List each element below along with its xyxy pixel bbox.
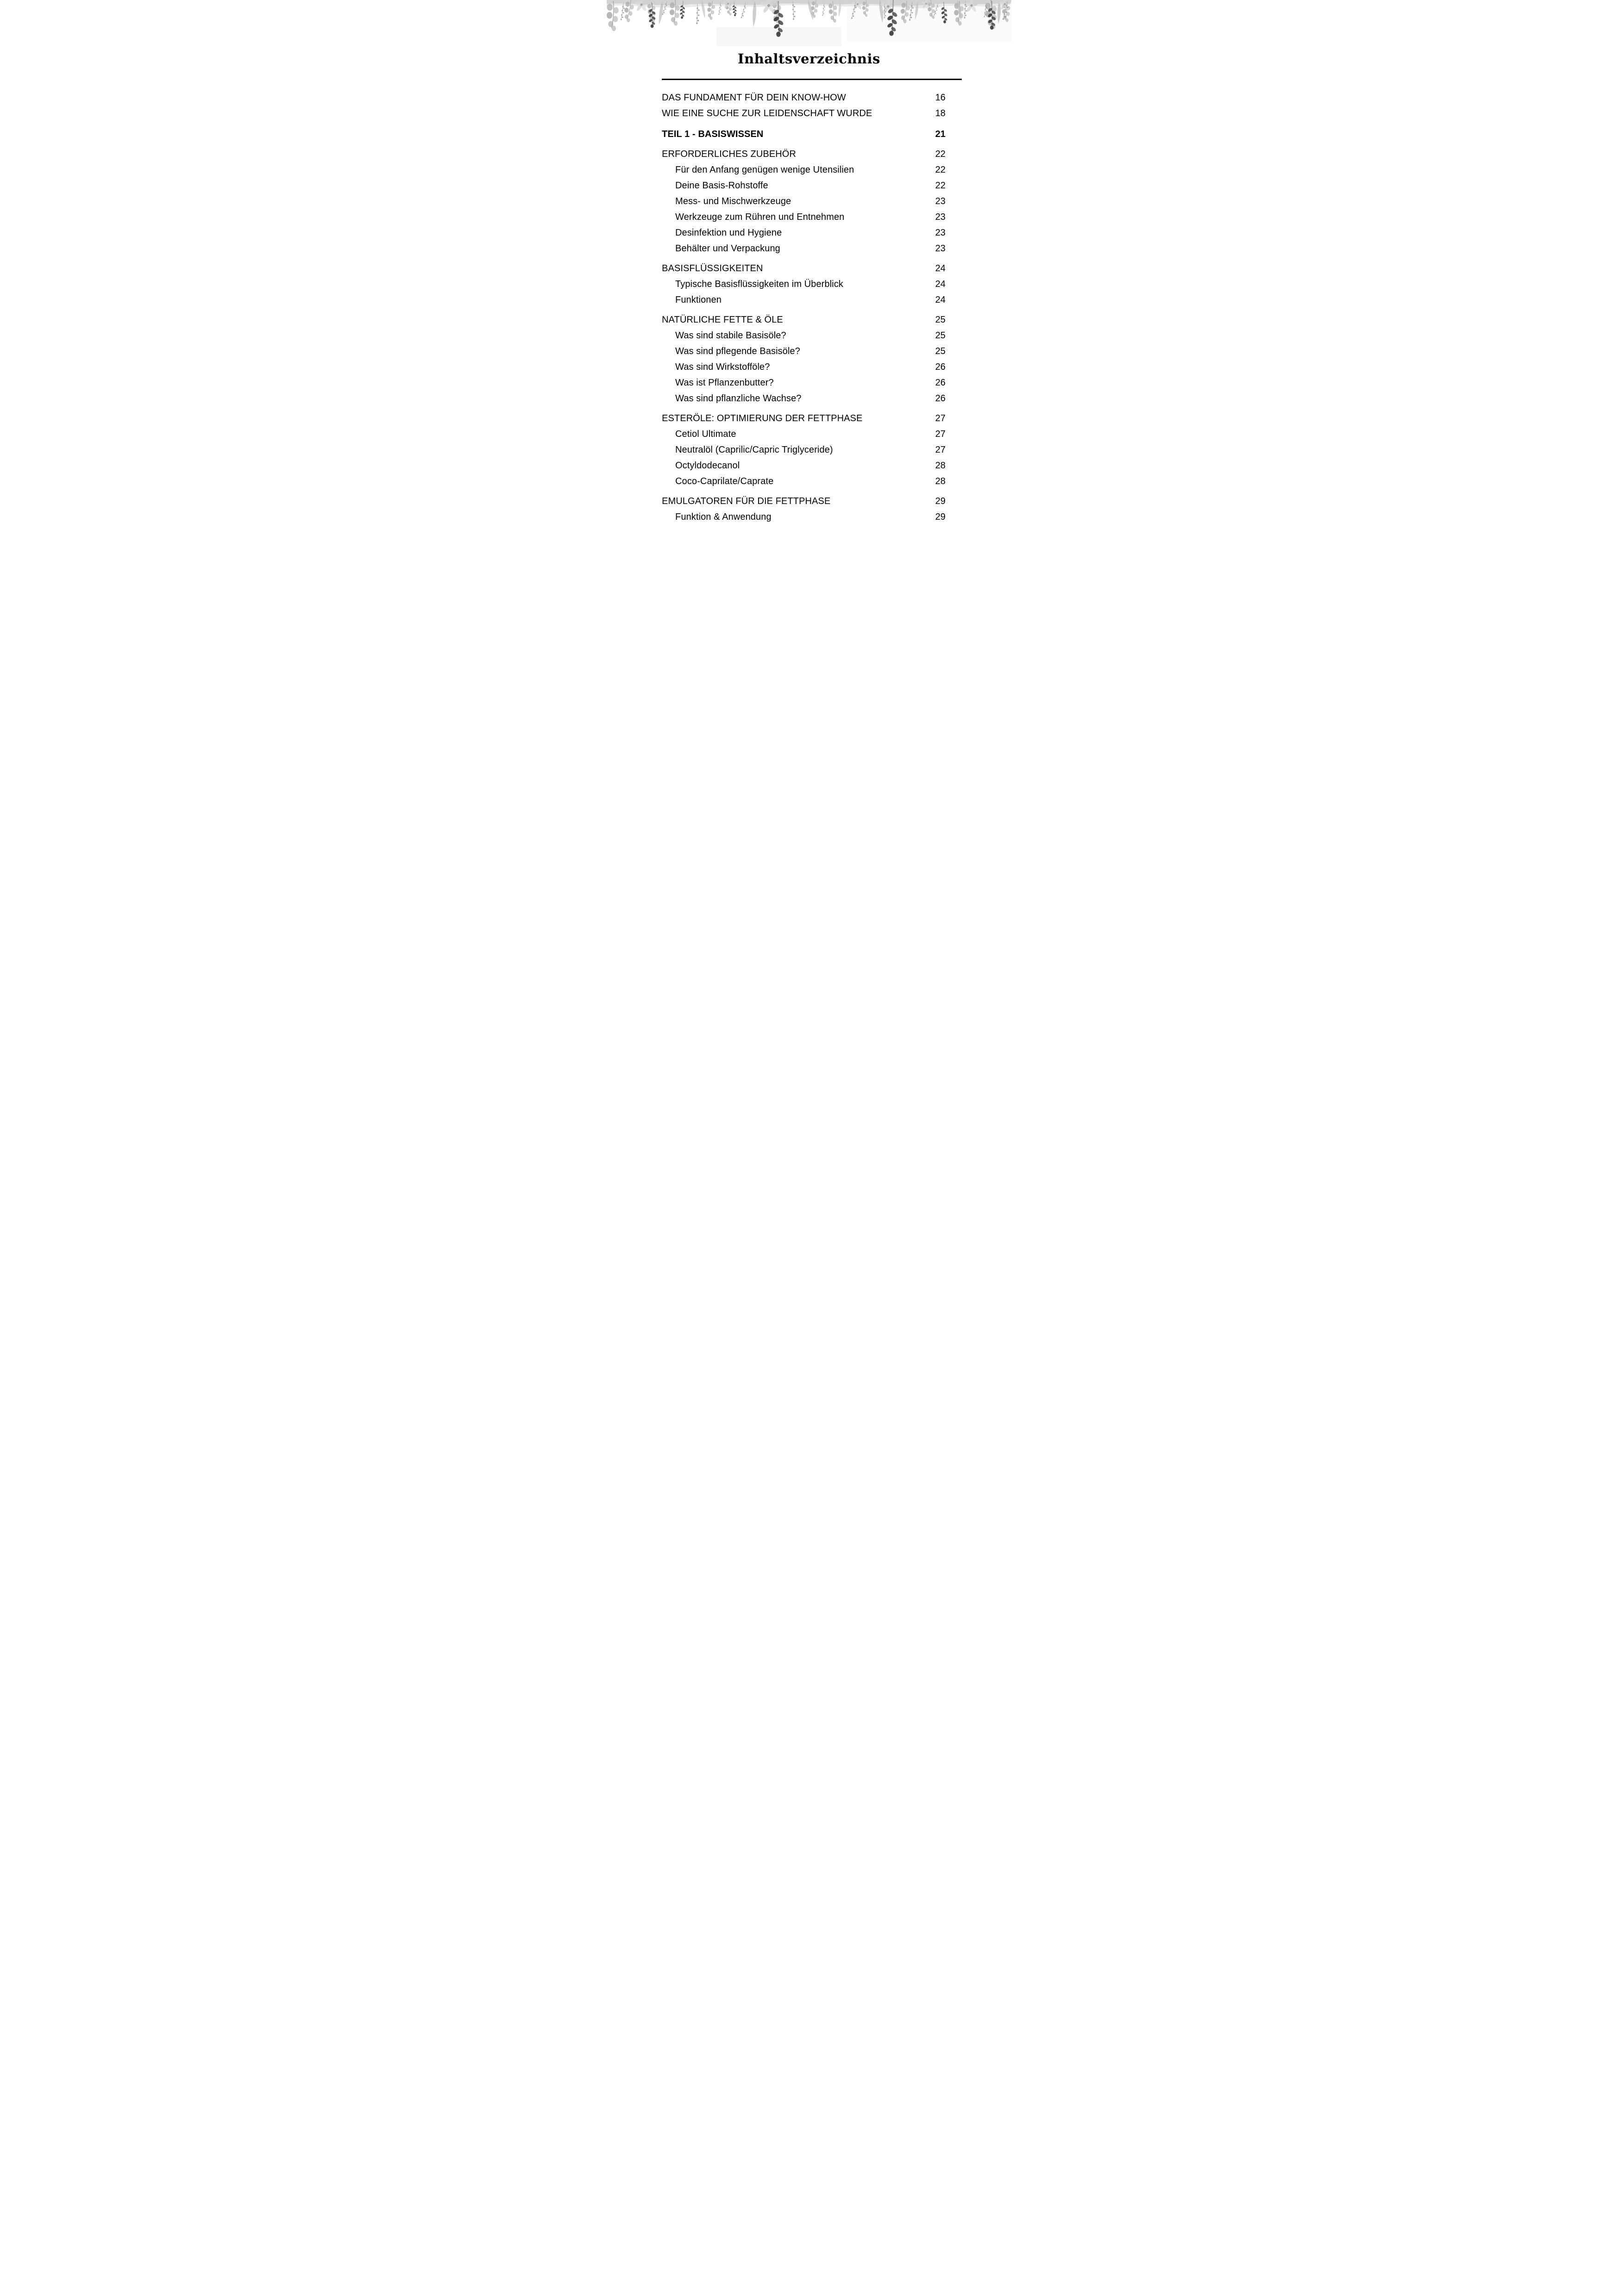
toc-entry-page: 23 [935, 196, 946, 206]
toc-entry-page: 23 [935, 212, 946, 222]
toc-entry [662, 148, 946, 161]
toc-entry [662, 459, 946, 472]
toc-entry [662, 211, 946, 224]
toc-entry-page: 24 [935, 295, 946, 305]
toc-entry [662, 91, 946, 104]
toc-entry-label: Was sind stabile Basisöle? [675, 330, 786, 341]
toc-entry-page: 28 [935, 476, 946, 486]
title-divider [662, 79, 962, 80]
toc-entry-label: Neutralöl (Caprilic/Capric Triglyceride) [675, 445, 833, 455]
toc-entry-page: 26 [935, 393, 946, 404]
toc-entry-page: 23 [935, 243, 946, 254]
toc-entry [662, 495, 946, 508]
toc-entry-label: Was sind Wirkstofföle? [675, 362, 770, 372]
toc-entry-label: ESTERÖLE: OPTIMIERUNG DER FETTPHASE [662, 413, 863, 423]
toc-entry-label: TEIL 1 - BASISWISSEN [662, 129, 764, 139]
page-title: Inhaltsverzeichnis [738, 51, 880, 67]
toc-entry-page: 23 [935, 228, 946, 238]
toc-entry [662, 293, 946, 306]
toc-entry-page: 25 [935, 346, 946, 356]
toc-entry-label: BASISFLÜSSIGKEITEN [662, 263, 763, 274]
toc-entry-page: 16 [935, 93, 946, 103]
toc-entry [662, 128, 946, 141]
toc-entry-label: Octyldodecanol [675, 460, 740, 471]
toc-entry-page: 26 [935, 378, 946, 388]
toc-entry-label: Desinfektion und Hygiene [675, 228, 782, 238]
toc-entry [662, 428, 946, 441]
toc-entry [662, 179, 946, 192]
toc-entry [662, 443, 946, 456]
toc-entry [662, 392, 946, 405]
toc-entry-label: Typische Basisflüssigkeiten im Überblick [675, 279, 844, 289]
toc-entry-page: 27 [935, 445, 946, 455]
toc-entry [662, 163, 946, 176]
toc-entry-page: 28 [935, 460, 946, 471]
toc-entry-label: Cetiol Ultimate [675, 429, 736, 439]
toc-entry [662, 361, 946, 373]
toc-entry-page: 29 [935, 512, 946, 522]
toc-entry-page: 24 [935, 279, 946, 289]
toc-entry-page: 22 [935, 165, 946, 175]
floral-border-image [607, 0, 1011, 46]
toc-entry [662, 345, 946, 358]
toc-page [607, 0, 1011, 574]
toc-entry [662, 510, 946, 523]
toc-entry-page: 18 [935, 108, 946, 118]
toc-entry-label: ERFORDERLICHES ZUBEHÖR [662, 149, 797, 159]
toc-entry-page: 22 [935, 149, 946, 159]
toc-entry [662, 195, 946, 208]
toc-entry-label: Was ist Pflanzenbutter? [675, 378, 774, 388]
toc-entry-label: Behälter und Verpackung [675, 243, 780, 254]
toc-entry [662, 329, 946, 342]
toc-entry [662, 226, 946, 239]
toc-entry-label: Funktion & Anwendung [675, 512, 772, 522]
toc-entry-label: Für den Anfang genügen wenige Utensilien [675, 165, 854, 175]
toc-entry-page: 22 [935, 180, 946, 191]
toc-entry-label: Werkzeuge zum Rühren und Entnehmen [675, 212, 845, 222]
toc-entry-page: 25 [935, 330, 946, 341]
toc-entry-label: Was sind pflegende Basisöle? [675, 346, 800, 356]
toc-entry [662, 475, 946, 488]
toc-list [662, 91, 946, 523]
toc-entry-page: 26 [935, 362, 946, 372]
toc-entry-page: 24 [935, 263, 946, 274]
toc-entry-label: DAS FUNDAMENT FÜR DEIN KNOW-HOW [662, 93, 846, 103]
toc-entry-label: Funktionen [675, 295, 722, 305]
toc-entry [662, 412, 946, 425]
toc-entry-page: 27 [935, 413, 946, 423]
toc-entry-label: Coco-Caprilate/Caprate [675, 476, 774, 486]
toc-entry-label: WIE EINE SUCHE ZUR LEIDENSCHAFT WURDE [662, 108, 872, 118]
toc-entry-label: NATÜRLICHE FETTE & ÖLE [662, 315, 783, 325]
toc-entry-page: 27 [935, 429, 946, 439]
toc-entry [662, 376, 946, 389]
toc-entry-page: 29 [935, 496, 946, 506]
toc-entry [662, 242, 946, 255]
toc-entry [662, 313, 946, 326]
toc-entry-label: EMULGATOREN FÜR DIE FETTPHASE [662, 496, 831, 506]
toc-entry-label: Mess- und Mischwerkzeuge [675, 196, 791, 206]
toc-entry-label: Was sind pflanzliche Wachse? [675, 393, 802, 404]
toc-entry-label: Deine Basis-Rohstoffe [675, 180, 768, 191]
toc-entry [662, 107, 946, 120]
toc-entry [662, 262, 946, 275]
botanical-border-graphic [607, 0, 1011, 46]
toc-entry-page: 21 [935, 129, 946, 139]
toc-entry-page: 25 [935, 315, 946, 325]
toc-entry [662, 278, 946, 291]
